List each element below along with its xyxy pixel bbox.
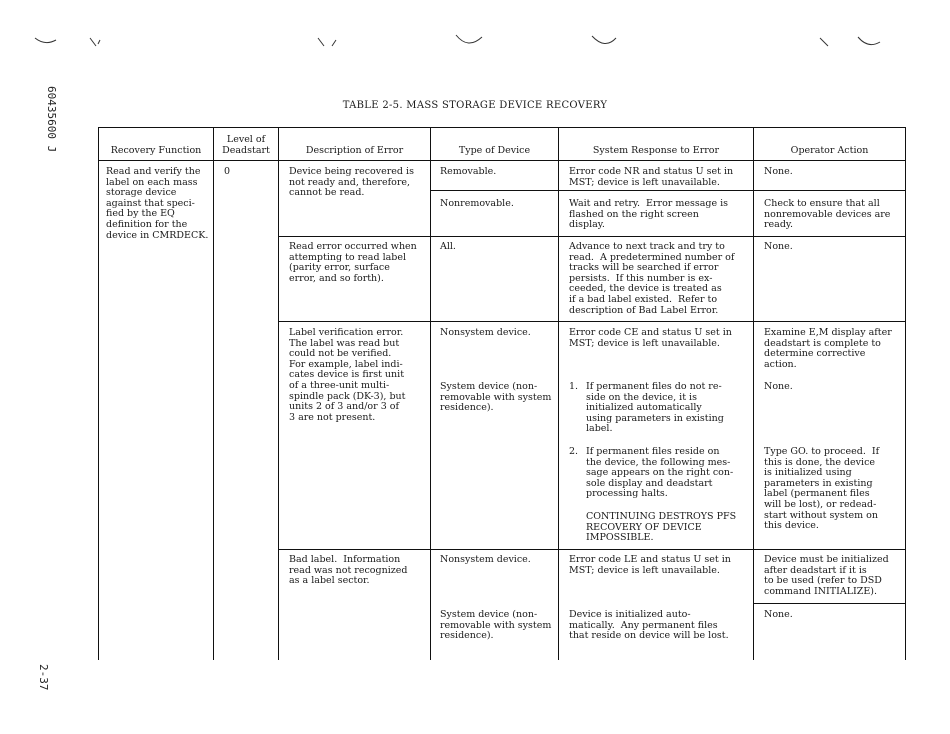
r1-operator-a: None.: [764, 166, 793, 177]
document-number: 60435600 J: [45, 86, 58, 153]
r3-response-b2-number: 2.: [569, 446, 579, 457]
r1-response-a: Error code NR and status U set in MST; device is left unavailable.: [569, 166, 734, 188]
r3-response-b1-number: 1.: [569, 381, 579, 392]
r2-response: Advance to next track and try to read. A predetermined number of tracks will be searched if error persists. If this number is ex- ceeded, the device is treated as if a bad label existed. Refer to description of Bad Label Error.: [569, 241, 735, 316]
table-title: TABLE 2-5. MASS STORAGE DEVICE RECOVERY: [342, 100, 608, 111]
col-divider-4: [558, 127, 559, 660]
header-description: Description of Error: [305, 145, 404, 156]
row-divider-r1a: [430, 190, 905, 191]
binding-hole-marks: [0, 0, 950, 60]
r3-type-b: System device (non- removable with system residence).: [440, 381, 552, 414]
r1-type-a: Removable.: [440, 166, 497, 177]
table-border-top: [98, 127, 906, 128]
col-divider-2: [278, 127, 279, 660]
page-number: 2-37: [37, 664, 50, 691]
r3-operator-b1: None.: [764, 381, 793, 392]
r1-type-b: Nonremovable.: [440, 198, 514, 209]
col-divider-0: [98, 127, 99, 660]
r2-operator: None.: [764, 241, 793, 252]
r3-response-b1: If permanent files do not re- side on the device, it is initialized automatically using parameters in existing label.: [586, 381, 724, 435]
row-divider-r3: [278, 549, 905, 550]
r3-response-a: Error code CE and status U set in MST; device is left unavailable.: [569, 327, 732, 349]
r3-response-b2-message: CONTINUING DESTROYS PFS RECOVERY OF DEVICE IMPOSSIBLE.: [586, 511, 737, 544]
r4-response-b: Device is initialized auto- matically. Any permanent files that reside on device will be lost.: [569, 609, 729, 642]
header-level-of-deadstart: Level of Deadstart: [222, 134, 270, 156]
r3-response-b2: If permanent files reside on the device, the following mes- sage appears on the right con- sole display and deadstart processing halts.: [586, 446, 734, 500]
r1-operator-b: Check to ensure that all nonremovable devices are ready.: [764, 198, 891, 231]
row-divider-r4a: [753, 603, 905, 604]
r3-description: Label verification error. The label was read but could not be verified. For example, label indi- cates device is first unit of a three-unit multi- spindle pack (DK-3), but units 2 of 3 and/or 3 of 3 are not present.: [289, 327, 406, 423]
r4-operator-b: None.: [764, 609, 793, 620]
r4-type-b: System device (non- removable with system residence).: [440, 609, 552, 642]
r1-response-b: Wait and retry. Error message is flashed on the right screen display.: [569, 198, 729, 231]
r2-description: Read error occurred when attempting to read label (parity error, surface error, and so forth).: [289, 241, 417, 284]
col-divider-5: [753, 127, 754, 660]
header-system-response: System Response to Error: [592, 145, 720, 156]
col-divider-3: [430, 127, 431, 660]
r4-type-a: Nonsystem device.: [440, 554, 531, 565]
r4-response-a: Error code LE and status U set in MST; device is left unavailable.: [569, 554, 731, 576]
deadstart-level-cell: 0: [224, 166, 231, 177]
col-divider-6: [905, 127, 906, 660]
header-type-of-device: Type of Device: [458, 145, 531, 156]
r4-description: Bad label. Information read was not recognized as a label sector.: [289, 554, 408, 587]
r3-type-a: Nonsystem device.: [440, 327, 531, 338]
r2-type: All.: [440, 241, 456, 252]
header-operator-action: Operator Action: [790, 145, 869, 156]
r3-operator-b2: Type GO. to proceed. If this is done, the device is initialized using parameters in existing label (permanent files will be lost), or redead- start without system on this device.: [764, 446, 880, 532]
row-divider-r2: [278, 321, 905, 322]
recovery-function-cell: Read and verify the label on each mass storage device against that speci- fied by the EQ definition for the device in CMRDECK.: [106, 166, 209, 241]
header-recovery-function: Recovery Function: [110, 145, 202, 156]
row-divider-r1: [278, 236, 905, 237]
r1-description: Device being recovered is not ready and, therefore, cannot be read.: [289, 166, 414, 199]
r3-operator-a: Examine E,M display after deadstart is complete to determine corrective action.: [764, 327, 892, 370]
col-divider-1: [213, 127, 214, 660]
r4-operator-a: Device must be initialized after deadstart if it is to be used (refer to DSD command INITIALIZE).: [764, 554, 889, 597]
header-divider: [98, 160, 906, 161]
